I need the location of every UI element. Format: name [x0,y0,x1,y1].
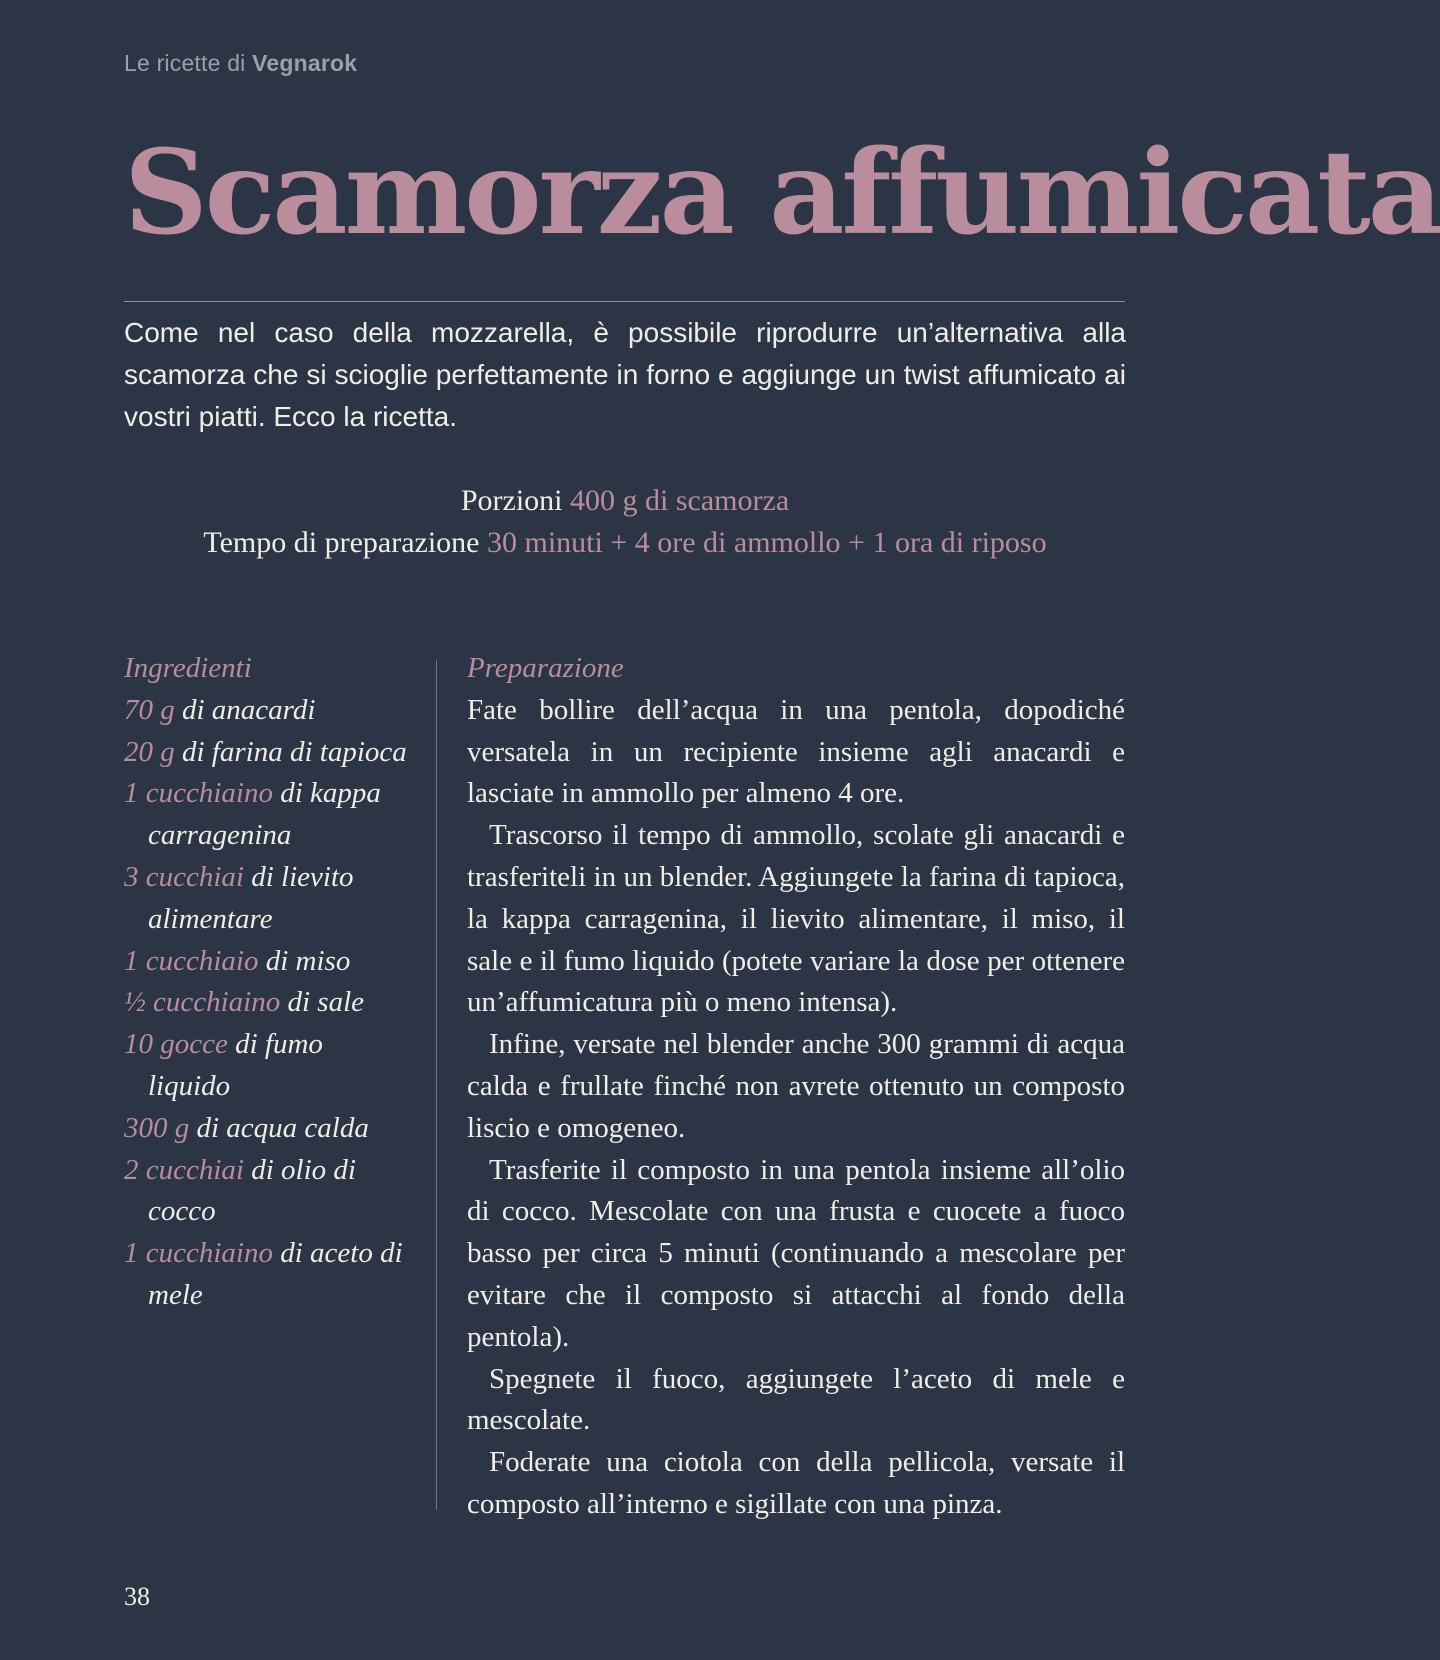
preparation-step: Spegnete il fuoco, aggiungete l’aceto di mele e mescolate. [467,1362,1125,1437]
ingredient-qty: 1 cucchiaino [124,1237,273,1270]
recipe-title: Scamorza affumicata [124,125,1440,261]
preparation-heading: Preparazione [467,652,624,684]
portions-label: Porzioni [460,484,563,517]
ingredient-qty: 3 cucchiai [124,860,244,893]
header-prefix: Le ricette di [124,50,253,76]
ingredient-name: di olio di cocco [148,1153,356,1228]
ingredient-qty: 1 cucchiaino [124,777,273,810]
ingredient-qty: 20 g [124,735,175,768]
ingredient-name: di anacardi [182,693,316,726]
ingredient-name: di lievito alimentare [148,860,354,935]
ingredient-qty: 1 cucchiaio [124,944,259,977]
column-divider [436,660,437,1510]
ingredient-qty: 70 g [124,693,175,726]
ingredient-item [124,1108,409,1150]
ingredient-item [124,773,409,857]
ingredient-item [124,1024,409,1108]
ingredient-item [124,857,409,941]
time-line [124,522,1126,564]
title-divider [124,301,1125,302]
ingredient-item [124,941,409,983]
ingredient-qty: 2 cucchiai [124,1153,244,1186]
header-brand: Vegnarok [252,50,358,76]
preparation-column [467,648,1125,1526]
ingredients-column [124,648,409,1317]
ingredient-item [124,732,409,774]
preparation-step: Fate bollire dell’acqua in una pentola, dopodiché versatela in un recipiente insieme agli anacardi e lasciate in ammollo per almeno 4 ore. [467,693,1125,810]
ingredient-name: di sale [287,986,365,1019]
ingredient-name: di kappa carragenina [148,777,381,852]
ingredient-item [124,982,409,1024]
ingredient-item [124,1150,409,1234]
ingredient-name: di aceto di mele [148,1237,403,1311]
ingredient-name: di fumo liquido [148,1028,323,1102]
ingredient-item [124,1233,409,1317]
ingredient-qty: 10 gocce [124,1028,228,1061]
ingredients-heading: Ingredienti [124,652,252,684]
time-value: 30 minuti + 4 ore di ammollo + 1 ora di riposo [486,526,1047,559]
recipe-meta [124,480,1126,564]
preparation-step: Trascorso il tempo di ammollo, scolate gli anacardi e trasferiteli in un blender. Aggiungete la farina di tapioca, la kappa carragenina, il lievito alimentare, il miso, il sale e il fumo liquido (potete variare la dose per ottenere un’affumicatura più o meno intensa). [467,819,1125,1019]
preparation-step: Trasferite il composto in una pentola insieme all’olio di cocco. Mescolate con una frusta e cuocete a fuoco basso per circa 5 minuti (continuando a mescolare per evitare che il composto si attacchi al fondo della pentola). [467,1153,1125,1353]
ingredient-qty: ½ cucchiaino [124,986,281,1019]
time-label: Tempo di preparazione [203,526,480,559]
ingredient-qty: 300 g [124,1111,190,1144]
ingredient-name: di miso [265,944,351,977]
intro-paragraph: Come nel caso della mozzarella, è possibile riprodurre un’alternativa alla scamorza che si scioglie perfettamente in forno e aggiunge un twist affumicato ai vostri piatti. Ecco la ricetta. [124,317,1126,432]
ingredient-item [124,690,409,732]
preparation-step: Infine, versate nel blender anche 300 grammi di acqua calda e frullate finché non avrete ottenuto un composto liscio e omogeneo. [467,1028,1125,1144]
running-header [124,50,357,77]
preparation-step: Foderate una ciotola con della pellicola, versate il composto all’interno e sigillate con una pinza. [467,1446,1125,1520]
portions-line [124,480,1126,522]
page-number: 38 [124,1582,150,1611]
portions-value: 400 g di scamorza [570,484,790,517]
ingredient-name: di farina di tapioca [182,735,407,768]
ingredient-name: di acqua calda [196,1111,369,1144]
